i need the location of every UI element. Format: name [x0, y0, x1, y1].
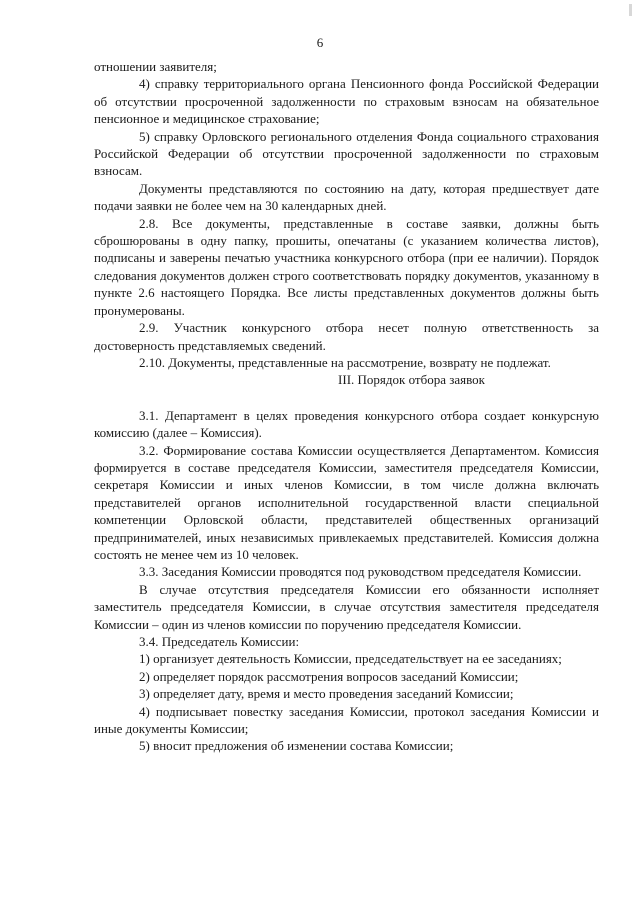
- scan-artifact: [629, 4, 632, 16]
- paragraph: 4) справку территориального органа Пенсионного фонда Российской Федерации об отсутствии просроченной задолженности по страховым взносам на обязательное пенсионное и медицинское страхование;: [94, 76, 599, 127]
- paragraphs-before-heading: [94, 58, 599, 371]
- paragraph: 2.10. Документы, представленные на рассмотрение, возврату не подлежат.: [139, 354, 551, 370]
- paragraph: Документы представляются по состоянию на дату, которая предшествует дате подачи заявки не более чем на 30 календарных дней.: [94, 180, 599, 214]
- paragraphs-after-heading: [94, 407, 599, 755]
- paragraph: 2.8. Все документы, представленные в составе заявки, должны быть сброшюрованы в одну папку, прошиты, опечатаны (с указанием количества листов), подписаны и заверены печатью участника конкурсного отбора (при ее наличии). Порядок следования документов должен строго соответствовать порядку документов, указанному в пункте 2.6 настоящего Порядка. Все листы представленных документов должны быть пронумерованы.: [94, 215, 599, 318]
- paragraph: 2.9. Участник конкурсного отбора несет полную ответственность за достоверность представляемых сведений.: [94, 320, 599, 353]
- paragraph: 4) подписывает повестку заседания Комиссии, протокол заседания Комиссии и иные документы Комиссии;: [94, 703, 599, 737]
- paragraph: 5) справку Орловского регионального отделения Фонда социального страхования Российской Федерации об отсутствии просроченной задолженности по страховым взносам.: [94, 128, 599, 179]
- paragraph: 3.4. Председатель Комиссии:: [139, 634, 300, 649]
- document-body: [94, 58, 599, 755]
- page-number: 6: [316, 35, 324, 50]
- paragraph: 5) вносит предложения об изменении состава Комиссии;: [139, 738, 454, 754]
- paragraph: 3.3. Заседания Комиссии проводятся под руководством председателя Комиссии.: [139, 564, 582, 580]
- heading-spacer: [94, 389, 599, 407]
- paragraph: 3.1. Департамент в целях проведения конкурсного отбора создает конкурсную комиссию (далее – Комиссия).: [94, 407, 599, 441]
- paragraph: 3) определяет дату, время и место проведения заседаний Комиссии;: [139, 686, 514, 702]
- paragraph: 3.2. Формирование состава Комиссии осуществляется Департаментом. Комиссия формируется в составе председателя Комиссии, заместителя председателя Комиссии, секретаря Комиссии и иных членов Комиссии, в том числе должна включать представителей органов исполнительной государственной власти специальной компетенции Орловской области, представителей общественных организаций предпринимателей, иных независимых привлекаемых представителей. Комиссия должна состоять не менее чем из 10 человек.: [94, 442, 599, 562]
- paragraph: В случае отсутствия председателя Комиссии его обязанности исполняет заместитель председателя Комиссии, в случае отсутствия заместителя председателя Комиссии – один из членов комиссии по поручению председателя Комиссии.: [94, 581, 599, 632]
- paragraph: отношении заявителя;: [94, 59, 217, 74]
- paragraph: 1) организует деятельность Комиссии, председательствует на ее заседаниях;: [139, 651, 562, 667]
- section-heading: III. Порядок отбора заявок: [338, 372, 485, 388]
- paragraph: 2) определяет порядок рассмотрения вопросов заседаний Комиссии;: [139, 668, 519, 684]
